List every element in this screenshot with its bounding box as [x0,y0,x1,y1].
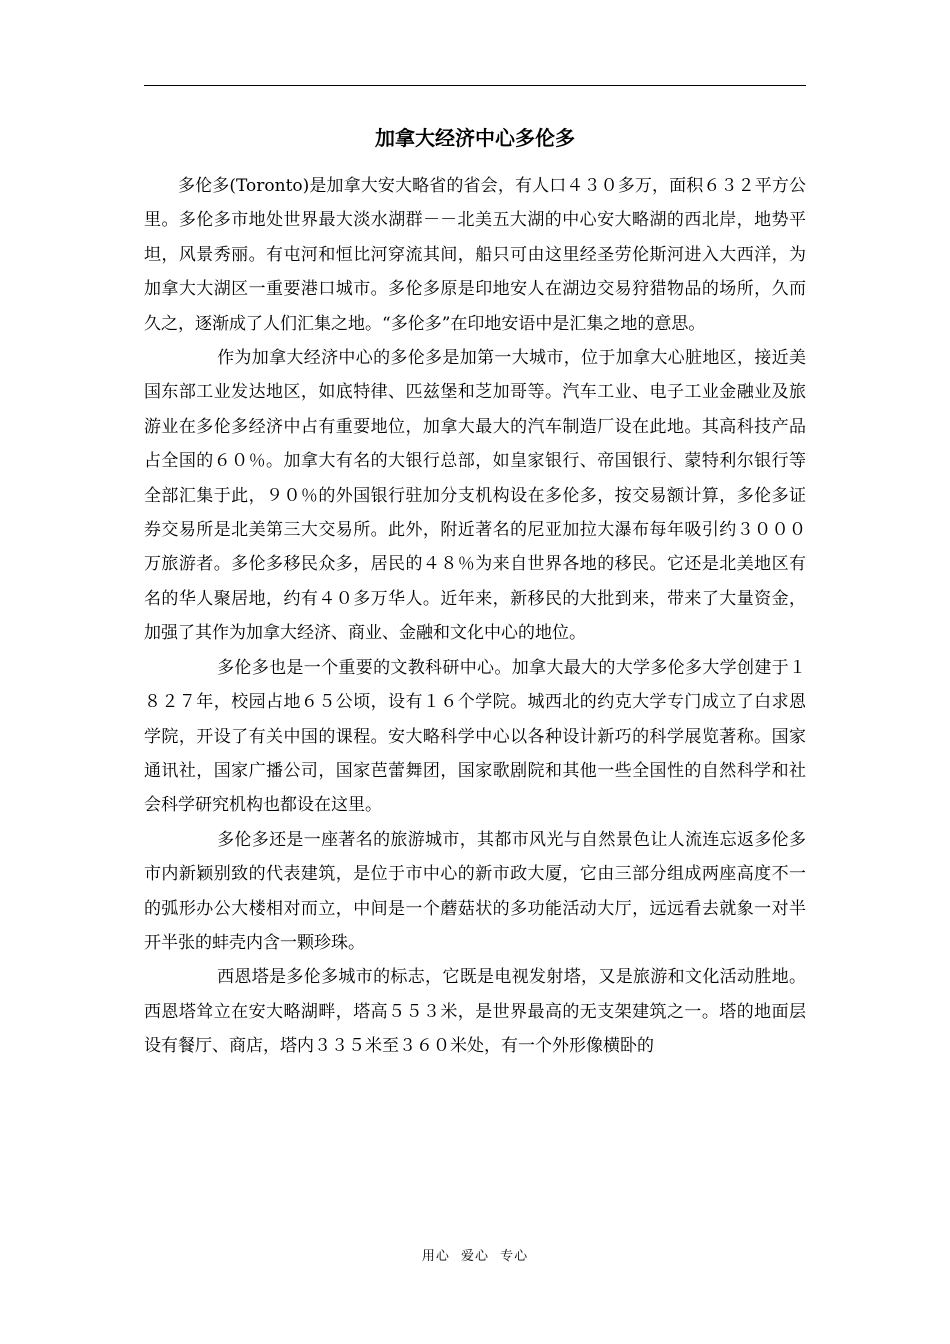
paragraph-2: 作为加拿大经济中心的多伦多是加第一大城市，位于加拿大心脏地区，接近美国东部工业发达地区，如底特律、匹兹堡和芝加哥等。汽车工业、电子工业金融业及旅游业在多伦多经济中占有重要地位，加拿大最大的汽车制造厂设在此地。其高科技产品占全国的６０％。加拿大有名的大银行总部，如皇家银行、帝国银行、蒙特利尔银行等全部汇集于此，９０％的外国银行驻加分支机构设在多伦多，按交易额计算，多伦多证券交易所是北美第三大交易所。此外，附近著名的尼亚加拉大瀑布每年吸引约３０００万旅游者。多伦多移民众多，居民的４８％为来自世界各地的移民。它还是北美地区有名的华人聚居地，约有４０多万华人。近年来，新移民的大批到来，带来了大量资金，加强了其作为加拿大经济、商业、金融和文化中心的地位。 [144,348,806,644]
document-title: 加拿大经济中心多伦多 [375,126,575,150]
document-body [144,169,806,1064]
paragraph-3: 多伦多也是一个重要的文教科研中心。加拿大最大的大学多伦多大学创建于１８２７年，校园占地６５公顷，设有１６个学院。城西北的约克大学专门成立了白求恩学院，开设了有关中国的课程。安大略科学中心以各种设计新巧的科学展览著称。国家通讯社，国家广播公司，国家芭蕾舞团，国家歌剧院和其他一些全国性的自然科学和社会科学研究机构也都设在这里。 [144,657,806,816]
header-rule [144,85,806,86]
paragraph-1: 多伦多(Toronto)是加拿大安大略省的省会，有人口４３０多万，面积６３２平方公里。多伦多市地处世界最大淡水湖群－－北美五大湖的中心安大略湖的西北岸，地势平坦，风景秀丽。有屯河和恒比河穿流其间，船只可由这里经圣劳伦斯河进入大西洋，为加拿大大湖区一重要港口城市。多伦多原是印地安人在湖边交易狩猎物品的场所，久而久之，逐渐成了人们汇集之地。“多伦多”在印地安语中是汇集之地的意思。 [144,176,806,334]
paragraph-5: 西恩塔是多伦多城市的标志，它既是电视发射塔，又是旅游和文化活动胜地。西恩塔耸立在安大略湖畔，塔高５５３米，是世界最高的无支架建筑之一。塔的地面层设有餐厅、商店，塔内３３５米至３６０米处，有一个外形像横卧的 [144,967,806,1057]
page-footer: 用心 爱心 专心 [421,1249,529,1264]
paragraph-4: 多伦多还是一座著名的旅游城市，其都市风光与自然景色让人流连忘返多伦多市内新颖别致的代表建筑，是位于市中心的新市政大厦，它由三部分组成两座高度不一的弧形办公大楼相对而立，中间是一个蘑菇状的多功能活动大厅，远远看去就象一对半开半张的蚌壳内含一颗珍珠。 [144,829,806,953]
